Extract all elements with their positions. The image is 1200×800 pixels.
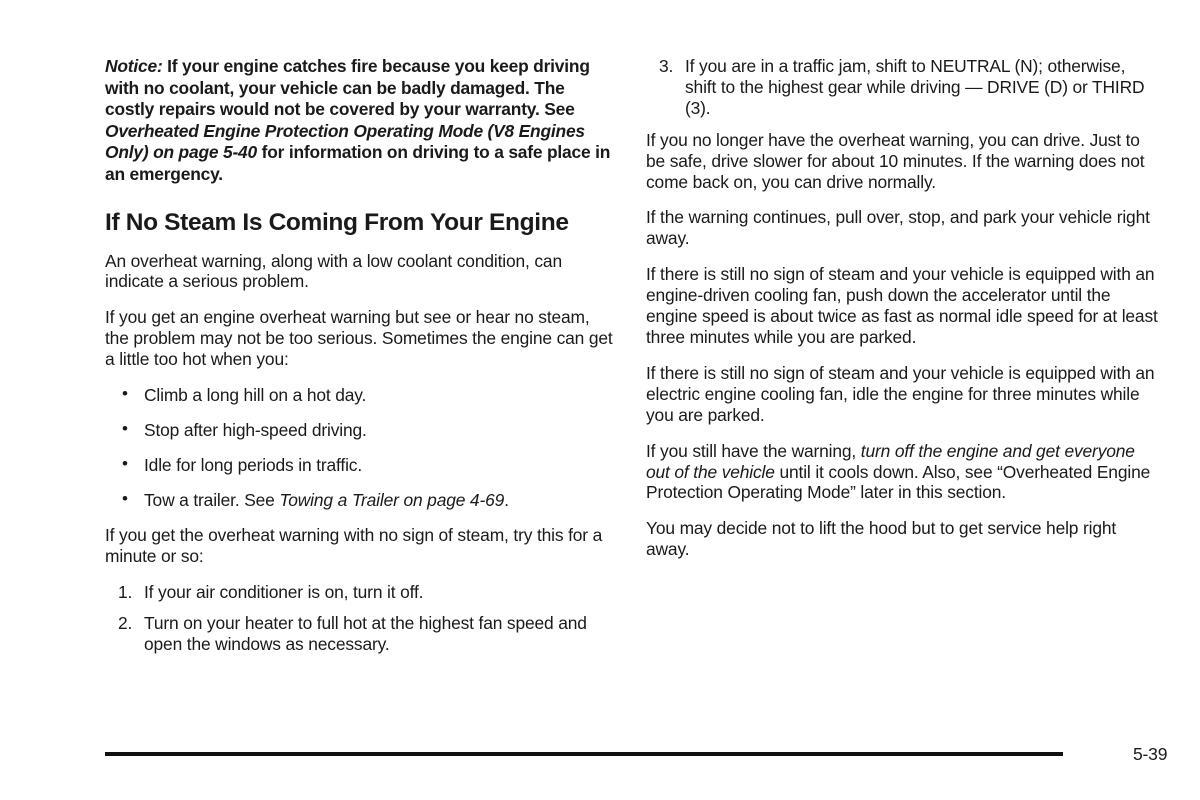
list-item (105, 420, 617, 441)
right-paragraph-5-italic: turn off the engine and get everyone out of the vehicle (646, 440, 1135, 482)
list-item-text: If you are in a traffic jam, shift to NEUTRAL (N); otherwise, shift to the highest gear while driving — DRIVE (D) or THIRD (3). (685, 56, 1145, 118)
list-item-number: 1. (118, 581, 133, 602)
notice-label: Notice: (105, 56, 163, 76)
bullet-icon: • (122, 419, 128, 438)
list-item-text-after: . (504, 489, 509, 510)
notice-italic-reference: Overheated Engine Protection Operating Mode (V8 Engines Only) on page 5-40 (105, 120, 585, 163)
list-item-italic: Towing a Trailer on page 4-69 (279, 489, 505, 510)
left-paragraph-3: If you get the overheat warning with no sign of steam, try this for a minute or so: (105, 524, 603, 566)
list-item-text: Climb a long hill on a hot day. (144, 385, 367, 406)
right-paragraph-6: You may decide not to lift the hood but to get service help right away. (646, 518, 1117, 560)
bullet-icon: • (122, 488, 128, 508)
section-heading: If No Steam Is Coming From Your Engine (105, 208, 569, 236)
right-column (646, 56, 1158, 575)
right-paragraph-5-before: If you still have the warning, (646, 440, 861, 461)
list-item (105, 455, 617, 476)
list-item-text: Turn on your heater to full hot at the highest fan speed and open the windows as necessary. (144, 613, 587, 655)
bullet-icon: • (122, 384, 128, 404)
list-item (105, 385, 617, 406)
list-item-text: Idle for long periods in traffic. (144, 454, 363, 475)
right-paragraph-5 (646, 441, 1158, 504)
list-item (105, 613, 617, 655)
notice-text-before: If your engine catches fire because you keep driving with no coolant, your vehicle can be badly damaged. The costly repairs would not be covered by your warranty. See (105, 56, 590, 120)
bullet-icon: • (122, 453, 128, 473)
list-item (646, 56, 1158, 119)
list-item-text: Stop after high-speed driving. (144, 420, 367, 440)
notice-text-after: for information on driving to a safe place in an emergency. (105, 142, 611, 184)
left-paragraph-1: An overheat warning, along with a low coolant condition, can indicate a serious problem. (105, 250, 562, 292)
procedure-list-right (646, 56, 1158, 119)
causes-bullet-list (105, 385, 617, 511)
right-paragraph-3: If there is still no sign of steam and your vehicle is equipped with an engine-driven cooling fan, push down the accelerator until the engine speed is about twice as fast as normal idle speed for at least three minutes while you are parked. (646, 264, 1158, 347)
right-paragraph-5-after: until it cools down. Also, see “Overheated Engine Protection Operating Mode” later in this section. (646, 461, 1151, 503)
procedure-list-left (105, 582, 617, 656)
left-column (105, 56, 617, 666)
right-paragraph-2: If the warning continues, pull over, stop, and park your vehicle right away. (646, 207, 1150, 249)
list-item-number: 2. (118, 613, 133, 634)
list-item (105, 490, 617, 511)
notice-block (105, 56, 617, 186)
right-paragraph-4: If there is still no sign of steam and your vehicle is equipped with an electric engine cooling fan, idle the engine for three minutes while you are parked. (646, 362, 1155, 425)
right-paragraph-1: If you no longer have the overheat warning, you can drive. Just to be safe, drive slower for about 10 minutes. If the warning does not come back on, you can drive normally. (646, 129, 1145, 192)
list-item-text: Tow a trailer. See (144, 489, 280, 510)
page-number: 5-39 (1133, 744, 1168, 764)
footer-rule (105, 752, 1063, 756)
list-item (105, 582, 617, 603)
left-paragraph-2: If you get an engine overheat warning but see or hear no steam, the problem may not be too serious. Sometimes the engine can get a little too hot when you: (105, 307, 613, 370)
list-item-text: If your air conditioner is on, turn it off. (144, 581, 424, 602)
list-item-number: 3. (659, 56, 674, 76)
